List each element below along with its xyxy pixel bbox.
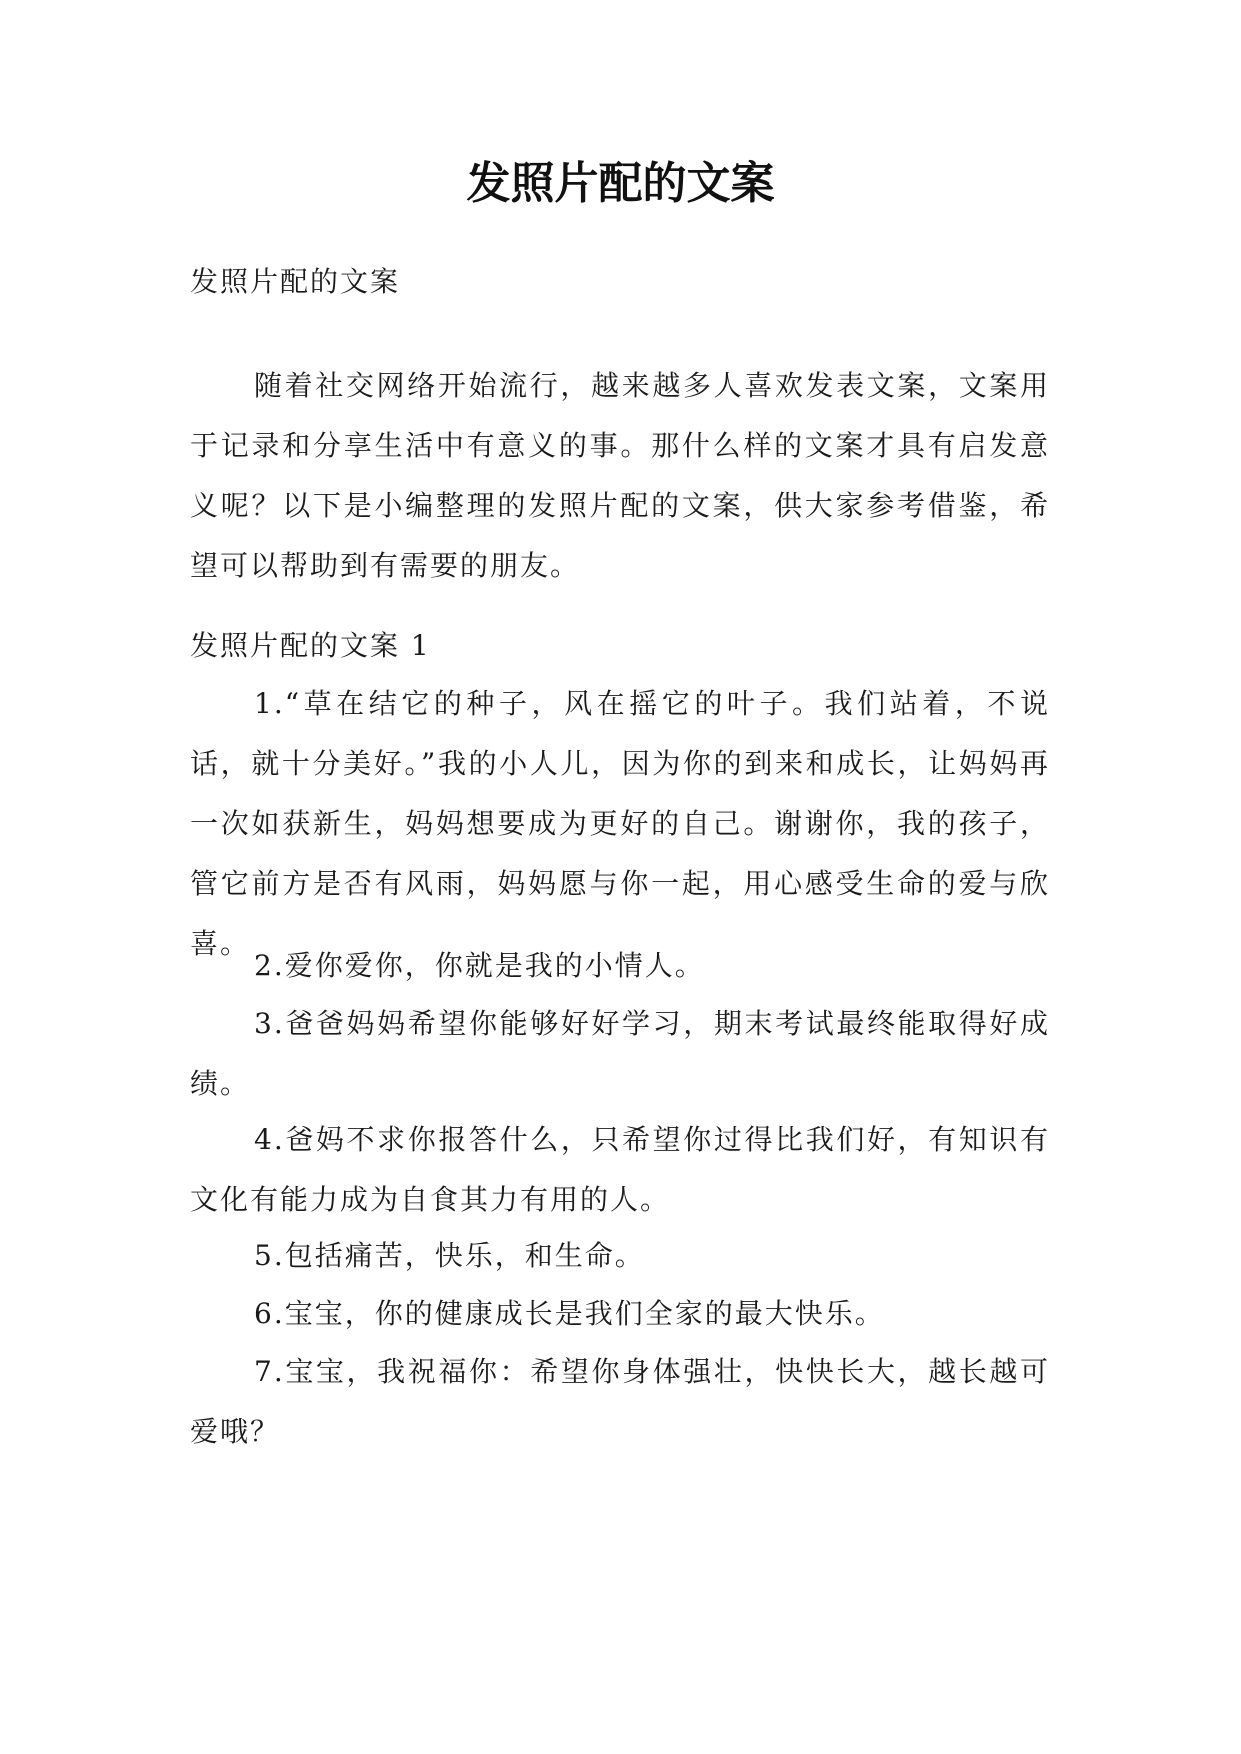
list-item-3: 3.爸爸妈妈希望你能够好好学习，期末考试最终能取得好成绩。 — [190, 1007, 1050, 1100]
list-item-6: 6.宝宝，你的健康成长是我们全家的最大快乐。 — [254, 1297, 885, 1330]
list-item-1: 1.“草在结它的种子，风在摇它的叶子。我们站着，不说话，就十分美好。”我的小人儿，因为你的到来和成长，让妈妈再一次如获新生，妈妈想要成为更好的自己。谢谢你，我的孩子，管它前方是否有风雨，妈妈愿与你一起，用心感受生命的爱与欣喜。 — [190, 687, 1050, 960]
section-heading: 发照片配的文案 1 — [190, 629, 431, 662]
list-item-4: 4.爸妈不求你报答什么，只希望你过得比我们好，有知识有文化有能力成为自食其力有用的人。 — [190, 1123, 1050, 1216]
intro-paragraph: 随着社交网络开始流行，越来越多人喜欢发表文案，文案用于记录和分享生活中有意义的事。那什么样的文案才具有启发意义呢？以下是小编整理的发照片配的文案，供大家参考借鉴，希望可以帮助到有需要的朋友。 — [190, 369, 1050, 582]
document-title: 发照片配的文案 — [466, 158, 775, 209]
document-subtitle: 发照片配的文案 — [190, 265, 401, 298]
list-item-7: 7.宝宝，我祝福你：希望你身体强壮，快快长大，越长越可爱哦？ — [190, 1355, 1050, 1448]
list-item-2: 2.爱你爱你，你就是我的小情人。 — [254, 949, 705, 982]
list-item-5: 5.包括痛苦，快乐，和生命。 — [254, 1239, 645, 1272]
